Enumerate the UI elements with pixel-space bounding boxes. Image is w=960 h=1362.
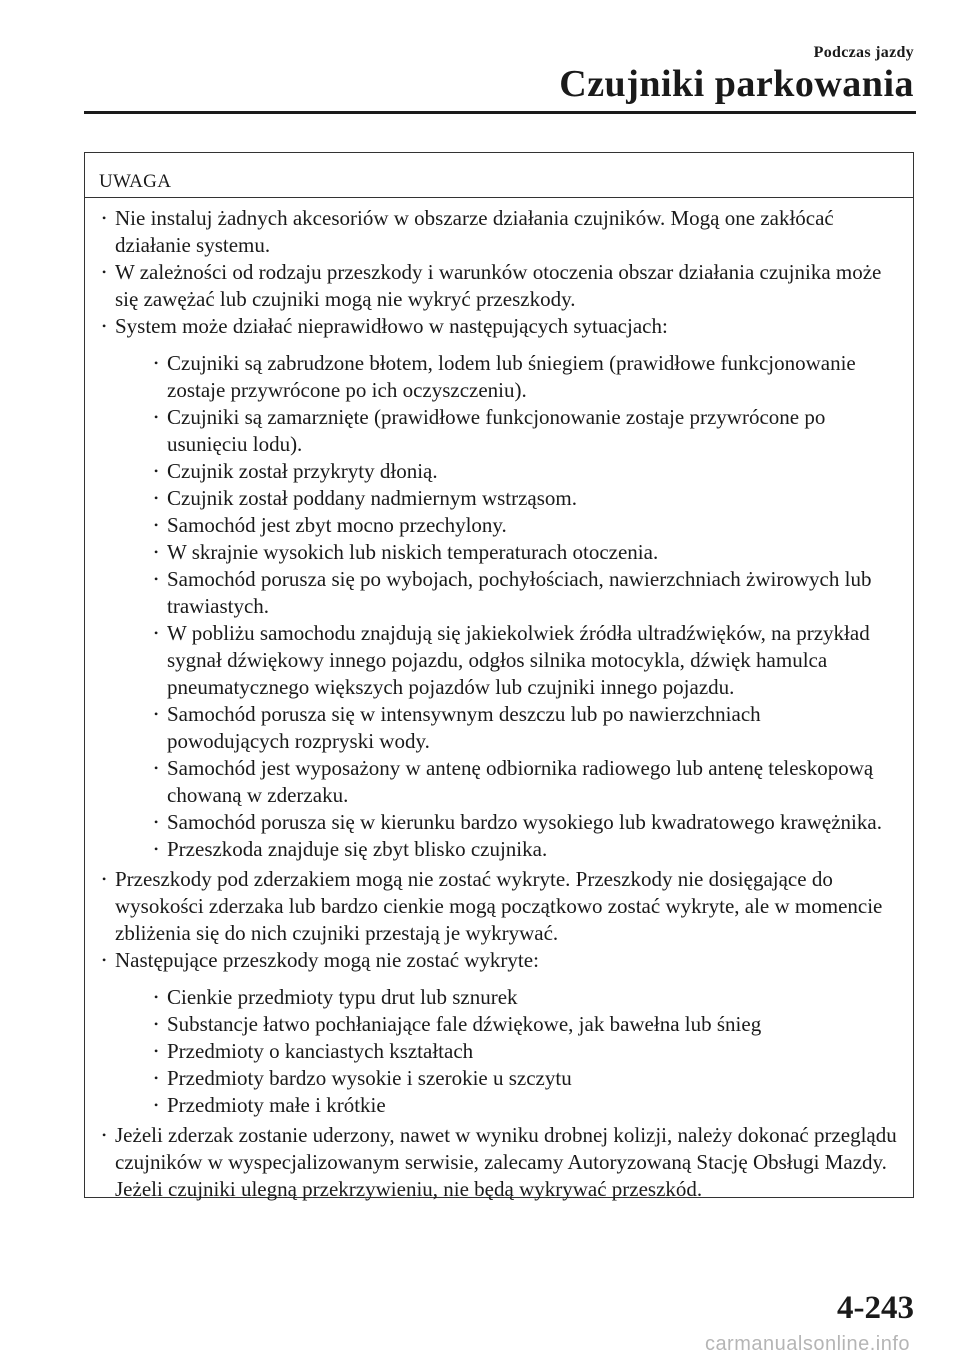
note-subitem: • Czujnik został poddany nadmiernym wstrząsom. [115, 485, 899, 512]
note-subitem: • Substancje łatwo pochłaniające fale dźwiękowe, jak bawełna lub śnieg [115, 1011, 899, 1038]
note-subitem: • Przedmioty o kanciastych kształtach [115, 1038, 899, 1065]
note-subitem: • Przedmioty małe i krótkie [115, 1092, 899, 1119]
note-subitem: • Przeszkoda znajduje się zbyt blisko czujnika. [115, 836, 899, 863]
note-subitem: • Cienkie przedmioty typu drut lub sznurek [115, 984, 899, 1011]
watermark: carmanualsonline.info [704, 1333, 910, 1355]
note-subitem: • Samochód jest zbyt mocno przechylony. [115, 512, 899, 539]
note-subitem: • Czujnik został przykryty dłonią. [115, 458, 899, 485]
note-item-text: Nie instaluj żadnych akcesoriów w obszarze działania czujników. Mogą one zakłócać działanie systemu. [115, 206, 834, 257]
note-item [85, 1122, 913, 1203]
note-subitem: • Samochód porusza się w intensywnym deszczu lub po nawierzchniach powodujących rozpryski wody. [115, 701, 899, 755]
note-item-text: Jeżeli zderzak zostanie uderzony, nawet w wyniku drobnej kolizji, należy dokonać przeglądu czujników w wyspecjalizowanym serwisie, zalecamy Autoryzowaną Stację Obsługi Mazdy. Jeżeli czujniki ulegną przekrzywieniu, nie będą wykrywać przeszkód. [115, 1123, 897, 1201]
page-title: Czujniki parkowania [559, 63, 914, 105]
page-number: 4-243 [837, 1290, 914, 1326]
note-item-text: System może działać nieprawidłowo w następujących sytuacjach: [115, 314, 668, 338]
note-item [85, 313, 913, 863]
note-subitem: • Czujniki są zamarznięte (prawidłowe funkcjonowanie zostaje przywrócone po usunięciu lodu). [115, 404, 899, 458]
header-divider [84, 111, 916, 114]
note-item [85, 947, 913, 1119]
note-item [85, 866, 913, 947]
note-item-text: W zależności od rodzaju przeszkody i warunków otoczenia obszar działania czujnika może się zawężać lub czujniki mogą nie wykryć przeszkody. [115, 260, 882, 311]
section-label: Podczas jazdy [813, 44, 914, 61]
note-sublist [115, 984, 899, 1119]
note-list [85, 205, 913, 1203]
note-sublist [115, 350, 899, 863]
note-item [85, 259, 913, 313]
note-item-text: Przeszkody pod zderzakiem mogą nie zostać wykryte. Przeszkody nie dosięgające do wysokości zderzaka lub bardzo cienkie mogą początkowo zostać wykryte, ale w momencie zbliżenia się do nich czujniki przestają je wykrywać. [115, 867, 883, 945]
note-subitem: • W skrajnie wysokich lub niskich temperaturach otoczenia. [115, 539, 899, 566]
note-subitem: • W pobliżu samochodu znajdują się jakiekolwiek źródła ultradźwięków, na przykład sygnał dźwiękowy innego pojazdu, odgłos silnika motocykla, dźwięk hamulca pneumatycznego większych pojazdów lub czujniki innego pojazdu. [115, 620, 899, 701]
note-box [84, 152, 914, 1201]
note-item-text: Następujące przeszkody mogą nie zostać wykryte: [115, 948, 539, 972]
note-heading: UWAGA [85, 153, 913, 198]
note-body [85, 198, 913, 1203]
note-item [85, 205, 913, 259]
note-subitem: • Samochód jest wyposażony w antenę odbiornika radiowego lub antenę teleskopową chowaną w zderzaku. [115, 755, 899, 809]
note-subitem: • Czujniki są zabrudzone błotem, lodem lub śniegiem (prawidłowe funkcjonowanie zostaje przywrócone po ich oczyszczeniu). [115, 350, 899, 404]
note-subitem: • Przedmioty bardzo wysokie i szerokie u szczytu [115, 1065, 899, 1092]
note-subitem: • Samochód porusza się po wybojach, pochyłościach, nawierzchniach żwirowych lub trawiastych. [115, 566, 899, 620]
note-subitem: • Samochód porusza się w kierunku bardzo wysokiego lub kwadratowego krawężnika. [115, 809, 899, 836]
